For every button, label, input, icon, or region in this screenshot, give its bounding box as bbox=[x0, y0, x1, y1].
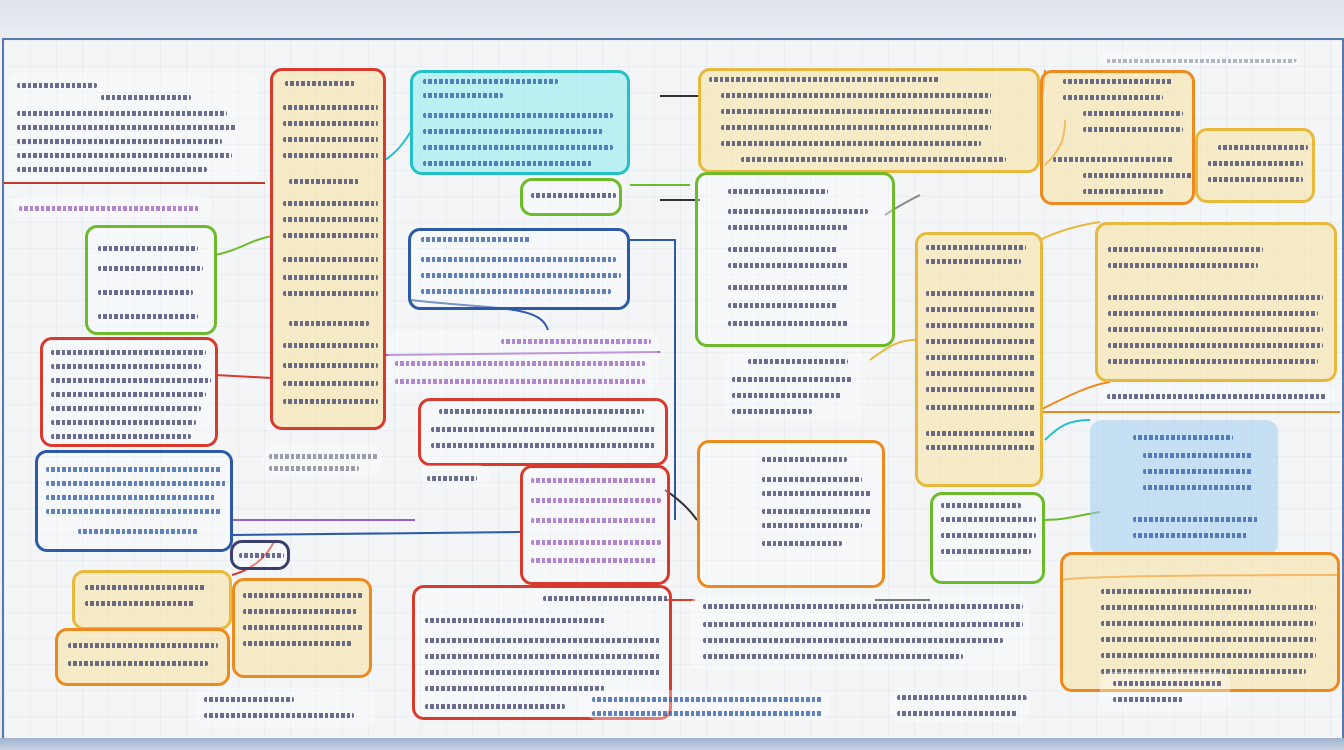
note-block-bottom-right-center bbox=[890, 688, 1030, 722]
node-red-left bbox=[40, 337, 218, 447]
node-blue-right bbox=[1090, 420, 1278, 555]
node-orange-bottom-left bbox=[55, 628, 230, 686]
node-red-tall-column bbox=[270, 68, 386, 430]
note-block-top-right-gray bbox=[1100, 52, 1300, 66]
node-yellow-top-right-small bbox=[1195, 128, 1315, 203]
node-orange-center-left bbox=[232, 578, 372, 678]
node-red-center-lower bbox=[520, 465, 670, 585]
note-block-right-red-row bbox=[1100, 385, 1335, 403]
node-yellow-right-column bbox=[915, 232, 1043, 487]
note-block-bottom-left bbox=[195, 688, 375, 728]
node-cyan-top bbox=[410, 70, 630, 175]
node-orange-top-right bbox=[1040, 70, 1195, 205]
node-green-center-column bbox=[695, 172, 895, 347]
node-green-small-top bbox=[520, 178, 622, 216]
node-yellow-top-center bbox=[698, 68, 1040, 173]
note-purple-center bbox=[388, 330, 658, 392]
node-yellow-bottom-right bbox=[1060, 552, 1340, 692]
node-orange-center-right bbox=[697, 440, 885, 588]
note-block-center-right-list bbox=[725, 350, 865, 420]
node-yellow-right-large bbox=[1095, 222, 1337, 382]
node-yellow-bottom-left bbox=[72, 570, 232, 630]
node-green-left bbox=[85, 225, 217, 335]
node-blue-left bbox=[35, 450, 233, 552]
note-block-center-label bbox=[420, 465, 490, 487]
node-blue-center bbox=[408, 228, 630, 310]
note-block-purple bbox=[12, 195, 212, 217]
note-block-bottom-right bbox=[1100, 672, 1230, 712]
note-block-top-left bbox=[8, 72, 258, 182]
note-blue-bottom-center bbox=[585, 690, 830, 720]
whiteboard-rail bbox=[0, 738, 1344, 750]
node-dark-center-left bbox=[230, 540, 290, 570]
note-block-center-gray bbox=[262, 445, 382, 475]
node-red-center bbox=[418, 398, 668, 466]
node-green-right-lower bbox=[930, 492, 1045, 584]
note-block-bottom-mid bbox=[690, 595, 1030, 670]
